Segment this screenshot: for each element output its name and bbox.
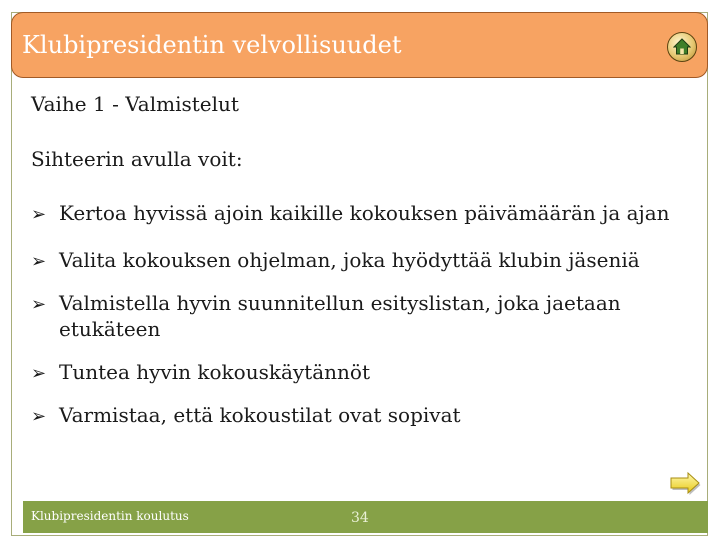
- bullet-text: Valmistella hyvin suunnitellun esityslistan, joka jaetaan etukäteen: [59, 291, 621, 341]
- slide-title: Klubipresidentin velvollisuudet: [22, 31, 402, 59]
- list-item: [31, 247, 681, 273]
- footer-label: Klubipresidentin koulutus: [31, 509, 189, 523]
- intro-text: Sihteerin avulla voit:: [31, 147, 243, 171]
- home-button[interactable]: [667, 32, 697, 62]
- next-button[interactable]: [668, 470, 702, 496]
- arrow-bullet-icon: ➢: [31, 406, 47, 427]
- list-item: [31, 402, 681, 428]
- list-item: [31, 290, 681, 342]
- list-item: [31, 359, 681, 385]
- bullet-text: Varmistaa, että kokoustilat ovat sopivat: [59, 403, 461, 427]
- page-number: 34: [351, 510, 369, 526]
- arrow-bullet-icon: ➢: [31, 204, 47, 225]
- bullet-text: Valita kokouksen ohjelman, joka hyödyttää klubin jäseniä: [59, 248, 640, 272]
- bullet-list: [31, 200, 681, 428]
- arrow-bullet-icon: ➢: [31, 251, 47, 272]
- section-subtitle: Vaihe 1 - Valmistelut: [31, 92, 239, 116]
- bullet-text: Kertoa hyvissä ajoin kaikille kokouksen päivämäärän ja ajan: [59, 201, 670, 225]
- arrow-bullet-icon: ➢: [31, 363, 47, 384]
- right-arrow-icon: [668, 470, 702, 496]
- arrow-bullet-icon: ➢: [31, 294, 47, 315]
- footer-bar: [23, 501, 708, 533]
- bullet-text: Tuntea hyvin kokouskäytännöt: [59, 360, 370, 384]
- home-icon: [673, 38, 691, 56]
- list-item: [31, 200, 681, 226]
